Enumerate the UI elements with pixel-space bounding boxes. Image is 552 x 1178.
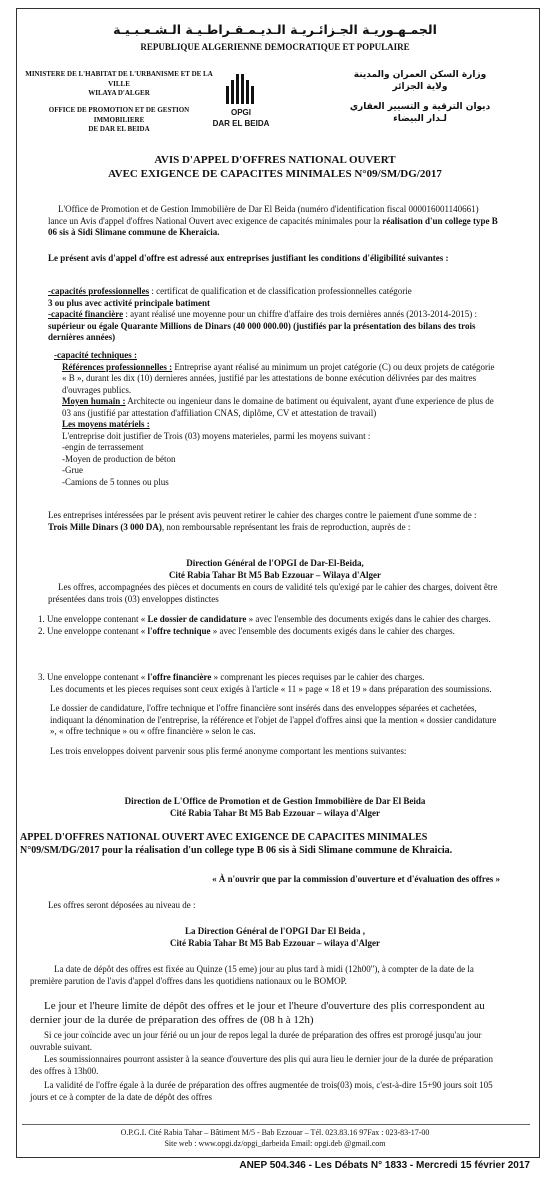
address-3	[60, 926, 490, 949]
moyen-humain: Moyen humain : Architecte ou ingenieur dans le domaine de batiment ou équivalent, ayant d'une experience de plus de 03 ans (justifié par attestation d'affiliation CNAS, diplôme, CV et attestation de travail)	[62, 396, 494, 418]
technical-capacities	[54, 350, 498, 488]
docs-text: Les documents et les pieces requises sont ceux exigés à l'article « 11 » page « 18 et 19 » dans préparation des soumissions.	[50, 683, 492, 694]
cap-pro: -capacités professionnelles : certificat de qualification et de classification professionnelles catégorie	[48, 286, 412, 296]
materiel-item: -Grue	[62, 465, 83, 475]
offres-intro: Les offres, accompagnées des pièces et documents en cours de validité tels qu'exigé par le cahier des charges, doivent être présentées dans trois (03) enveloppes distinctes	[48, 582, 498, 604]
soumissionnaires-text: Les soumissionnaires pourront assister à la seance d'ouverture des plis qui aura lieu le dernier jour de la durée de préparation des offres à 13h00.	[30, 1054, 493, 1076]
arabic-ministry-block	[330, 70, 510, 93]
address-3-line-1: La Direction Général de l'OPGI Dar El Beida ,	[185, 926, 365, 936]
dossier-text: Le dossier de candidature, l'offre technique et l'offre financière sont insérés dans des enveloppes séparées et cachetées, indiquant la dénomination de l'entreprise, la référence et l'objet de l'appel d'offres ainsi que la mention « dossier candidature », « offre technique » ou « offre financière » selon le cas.	[50, 703, 497, 736]
envelope-3-block	[34, 672, 498, 757]
title-line-2: AVEC EXIGENCE DE CAPACITES MINIMALES N°09/SM/DG/2017	[108, 167, 442, 180]
ministry-block	[24, 70, 214, 99]
cap-fin: -capacité financière : ayant réalisé une moyenne pour un chiffre d'affaire des trois dernières annés (2013-2014-2015) : supérieur ou égale Quarante Millions de Dinars (40 000 000.00) (justifiés par la présentation des bilans des trois dernières années)	[48, 309, 477, 342]
arabic-ministry-line: وزارة السكن العمران والمدينة	[353, 70, 487, 80]
address-1	[60, 558, 490, 581]
envelope-1: 1. Une enveloppe contenant « Le dossier de candidature » avec l'ensemble des documents exigés dans le cahier des charges.	[38, 614, 491, 624]
arabic-republic-title: الجمـهـوريـة الجـزائـريـة الـديـمـقـراطـيـة الـشـعـبـيـة	[113, 22, 437, 37]
logo-text-dar-el-beida: DAR EL BEIDA	[212, 118, 270, 128]
address-2-line-1: Direction de L'Office de Promotion et de Gestion Immobilière de Dar El Beida	[124, 796, 426, 806]
jour-limite-text: Le jour et l'heure limite de dépôt des offres et le jour et l'heure d'ouverture des plis correspondent au dernier jour de la durée de préparation des offres de (08 h à 12h)	[30, 1000, 485, 1026]
envelope-2: 2. Une enveloppe contenant « l'offre technique » avec l'ensemble des documents exigés dans le cahier des charges.	[38, 625, 455, 636]
logo-text-opgi: OPGI	[230, 108, 251, 117]
depot-text: La date de dépôt des offres est fixée au Quinze (15 eme) jour au plus tard à midi (12h00"), à compter de la date de la première parution de l'avis d'appel d'offres dans les quotidiens nationaux ou le BOMOP.	[30, 964, 474, 986]
address-2-line-2: Cité Rabia Tahar Bt M5 Bab Ezzouar – wilaya d'Alger	[170, 807, 380, 818]
office-line: OFFICE DE PROMOTION ET DE GESTION IMMOBILIERE	[48, 106, 190, 124]
aao-reference: APPEL D'OFFRES NATIONAL OUVERT AVEC EXIGENCE DE CAPACITES MINIMALES N°09/SM/DG/2017 pour la réalisation d'un college type B 06 sis à Sidi Slimane commune de Khraicia.	[20, 832, 453, 856]
office-block	[24, 106, 214, 135]
capacities-section	[48, 286, 498, 344]
office-line-2: DE DAR EL BEIDA	[88, 125, 150, 133]
footer-divider	[22, 1124, 530, 1125]
ferie-text: Si ce jour coïncide avec un jour férié ou un jour de repos legal la durée de préparation des offres est prorogé jusqu'au jour ouvrable suivant.	[30, 1030, 482, 1052]
deposees-text: Les offres seront déposées au niveau de :	[48, 900, 196, 910]
arabic-office-line: ديوان الترقية و التسيير العقاري	[349, 102, 491, 112]
wilaya-line: WILAYA D'ALGER	[88, 89, 150, 97]
materiel-item: -engin de terrassement	[62, 442, 144, 452]
address-2	[40, 796, 510, 819]
arabic-office-block	[330, 102, 510, 125]
ministry-line: MINISTERE DE L'HABITAT DE L'URBANISME ET DE LA VILLE	[25, 70, 213, 88]
validite-text: La validité de l'offre égale à la durée de préparation des offres augmentée de trois(03) mois, c'est-à-dire 15+90 jours soit 105 jours et ce à compter de la date de dépôt des offres	[30, 1080, 493, 1102]
nouvrir-mention: « À n'ouvrir que par la commission d'ouverture et d'évaluation des offres »	[212, 874, 500, 884]
envelopes-list	[34, 614, 498, 637]
footer-contact	[20, 1128, 530, 1149]
logo-caption	[206, 108, 276, 129]
retrait-paragraph: Les entreprises intéressées par le présent avis peuvent retirer le cahier des charges contre le paiement d'une somme de : Trois Mille Dinars (3 000 DA), non remboursable représentant les frais de reproduction, auprès de :	[48, 510, 477, 532]
materiels-intro: L'entreprise doit justifier de Trois (03) moyens materieles, parmi les moyens suivant :	[62, 430, 371, 441]
footer-web: Site web : www.opgi.dz/opgi_darbeida Email: opgi.deb @gmail.com	[164, 1138, 386, 1148]
notice-title	[60, 154, 490, 181]
materiel-item: -Camions de 5 tonnes ou plus	[62, 476, 169, 487]
arabic-office-line-2: لـدار البيضاء	[393, 113, 447, 124]
address-3-line-2: Cité Rabia Tahar Bt M5 Bab Ezzouar – wilaya d'Alger	[170, 937, 380, 948]
address-1-line-1: Direction Général de l'OPGI de Dar-El-Beida,	[186, 558, 364, 568]
intro-paragraph: L'Office de Promotion et de Gestion Immobilière de Dar El Beida (numéro d'identification fiscal 000016001140661) lance un Avis d'appel d'offres National Ouvert avec exigence de capacités minimales pour la réalisation d'un college type B 06 sis à Sidi Slimane commune de Kheraicia.	[48, 204, 498, 237]
french-republic-title: REPUBLIQUE ALGERIENNE DEMOCRATIQUE ET POPULAIRE	[140, 42, 410, 52]
opgi-logo	[226, 74, 256, 104]
arabic-wilaya-line: ولاية الجزائر	[392, 81, 448, 92]
envelope-3: 3. Une enveloppe contenant « l'offre financière » comprenant les pieces requises par le cahier des charges.	[38, 672, 425, 682]
anep-reference: ANEP 504.346 - Les Débats N° 1833 - Mercredi 15 février 2017	[239, 1160, 530, 1171]
cap-tech-label: -capacité techniques :	[54, 350, 137, 360]
trois-enveloppes-text: Les trois enveloppes doivent parvenir sous plis fermé anonyme comportant les mentions suivantes:	[50, 745, 407, 756]
footer-address: O.P.G.I. Cité Rabia Tahar – Bâtiment M/5 - Bab Ezzouar – Tél. 023.83.16 97Fax : 023-83-17-00	[120, 1128, 430, 1137]
title-line-1: AVIS D'APPEL D'OFFRES NATIONAL OUVERT	[154, 154, 396, 166]
materiel-item: -Moyen de production de béton	[62, 453, 176, 464]
references: Références professionnelles : Entreprise ayant réalisé au minimum un projet catégorie (C) ou deux projets de catégorie « B », durant les dix (10) dernieres années, justifié par les attestations de bonne exécution délivrées par des maitres d'ouvrages publics.	[62, 361, 495, 395]
eligibility-paragraph: Le présent avis d'appel d'offre est adressé aux entreprises justifiant les conditions d'éligibilité suivantes :	[48, 253, 449, 263]
materiels-label: Les moyens matériels :	[62, 419, 150, 429]
address-1-line-2: Cité Rabia Tahar Bt M5 Bab Ezzouar – Wilaya d'Alger	[168, 569, 382, 580]
cap-pro-2: 3 ou plus avec activité principale batiment	[48, 297, 210, 308]
